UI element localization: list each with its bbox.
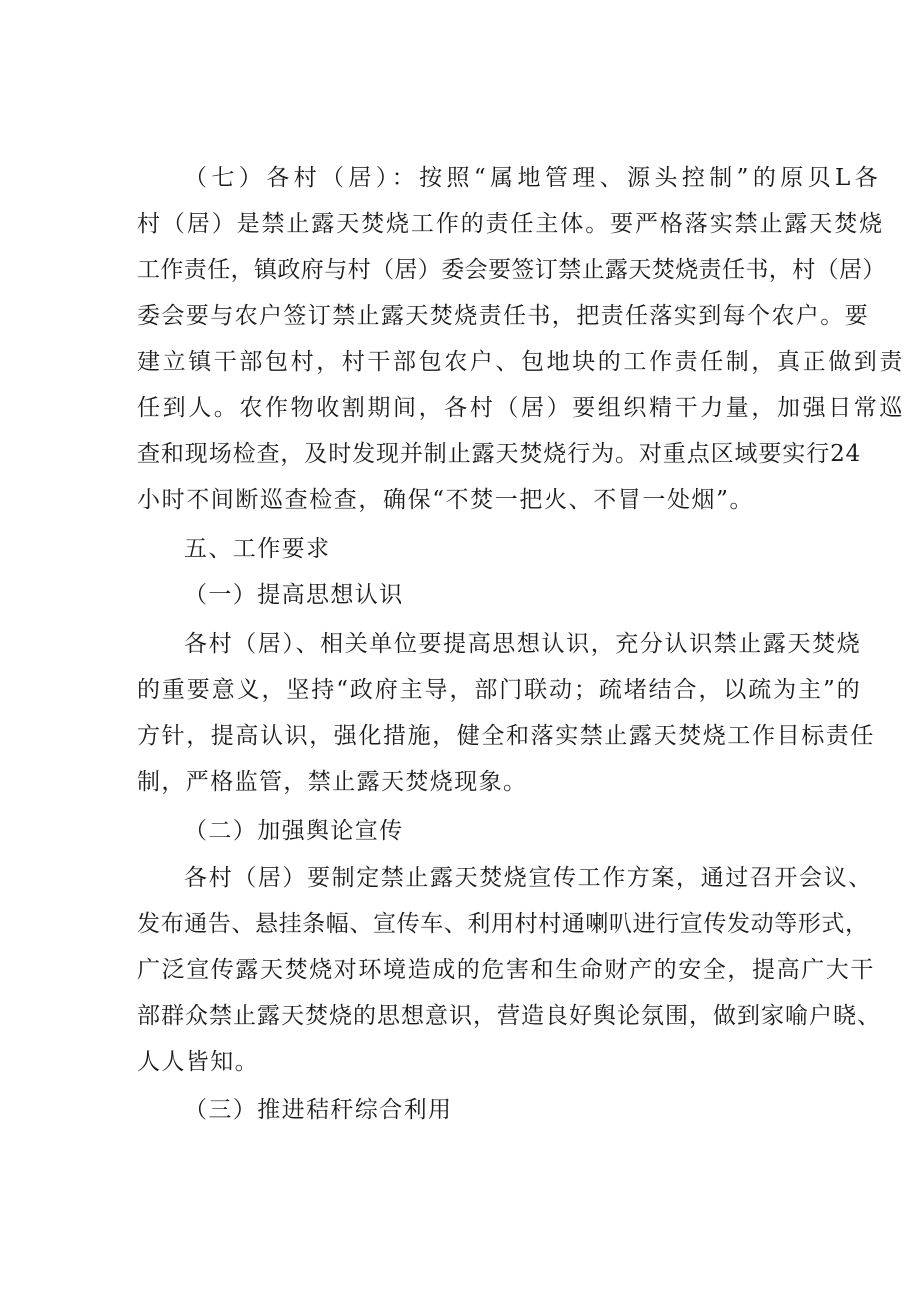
text-line: 各村（居）要制定禁止露天焚烧宣传工作方案，通过召开会议、 <box>184 865 873 891</box>
text-line: 方针，提高认识，强化措施，健全和落实禁止露天焚烧工作目标责任 <box>137 723 875 749</box>
text-line: 广泛宣传露天焚烧对环境造成的危害和生命财产的安全，提高广大干 <box>137 957 875 983</box>
text-line: 的重要意义，坚持“政府主导，部门联动；疏堵结合，以疏为主”的 <box>137 677 862 703</box>
subsection-heading: （一）提高思想认识 <box>184 582 404 608</box>
text-line: 查和现场检查，及时发现并制止露天焚烧行为。对重点区域要实行24 <box>137 441 862 467</box>
text-line: 村（居）是禁止露天焚烧工作的责任主体。要严格落实禁止露天焚烧 <box>137 211 884 237</box>
text-line: 小时不间断巡查检查，确保“不焚一把火、不冒一处烟”。 <box>137 487 755 513</box>
subsection-heading: （三）推进秸秆综合利用 <box>184 1097 453 1123</box>
text-line: （七）各村（居）：按照“属地管理、源头控制”的原贝L各 <box>184 165 883 191</box>
section-heading: 五、工作要求 <box>184 536 331 562</box>
text-line: 建立镇干部包村，村干部包农户、包地块的工作责任制，真正做到责 <box>137 349 905 375</box>
text-line: 委会要与农户签订禁止露天焚烧责任书，把责任落实到每个农户。要 <box>137 303 869 329</box>
text-line: 各村（居）、相关单位要提高思想认识，充分认识禁止露天焚烧 <box>184 631 862 657</box>
subsection-heading: （二）加强舆论宣传 <box>184 818 404 844</box>
text-line: 制，严格监管，禁止露天焚烧现象。 <box>137 769 528 795</box>
text-line: 部群众禁止露天焚烧的思想意识，营造良好舆论氛围，做到家喻户晓、 <box>137 1003 881 1029</box>
text-line: 工作责任，镇政府与村（居）委会要签订禁止露天焚烧责任书，村（居） <box>137 257 886 283</box>
text-line: 人人皆知。 <box>137 1049 259 1075</box>
text-line: 发布通告、悬挂条幅、宣传车、利用村村通喇叭进行宣传发动等形式， <box>137 911 869 937</box>
text-line: 任到人。农作物收割期间，各村（居）要组织精干力量，加强日常巡 <box>137 395 905 421</box>
